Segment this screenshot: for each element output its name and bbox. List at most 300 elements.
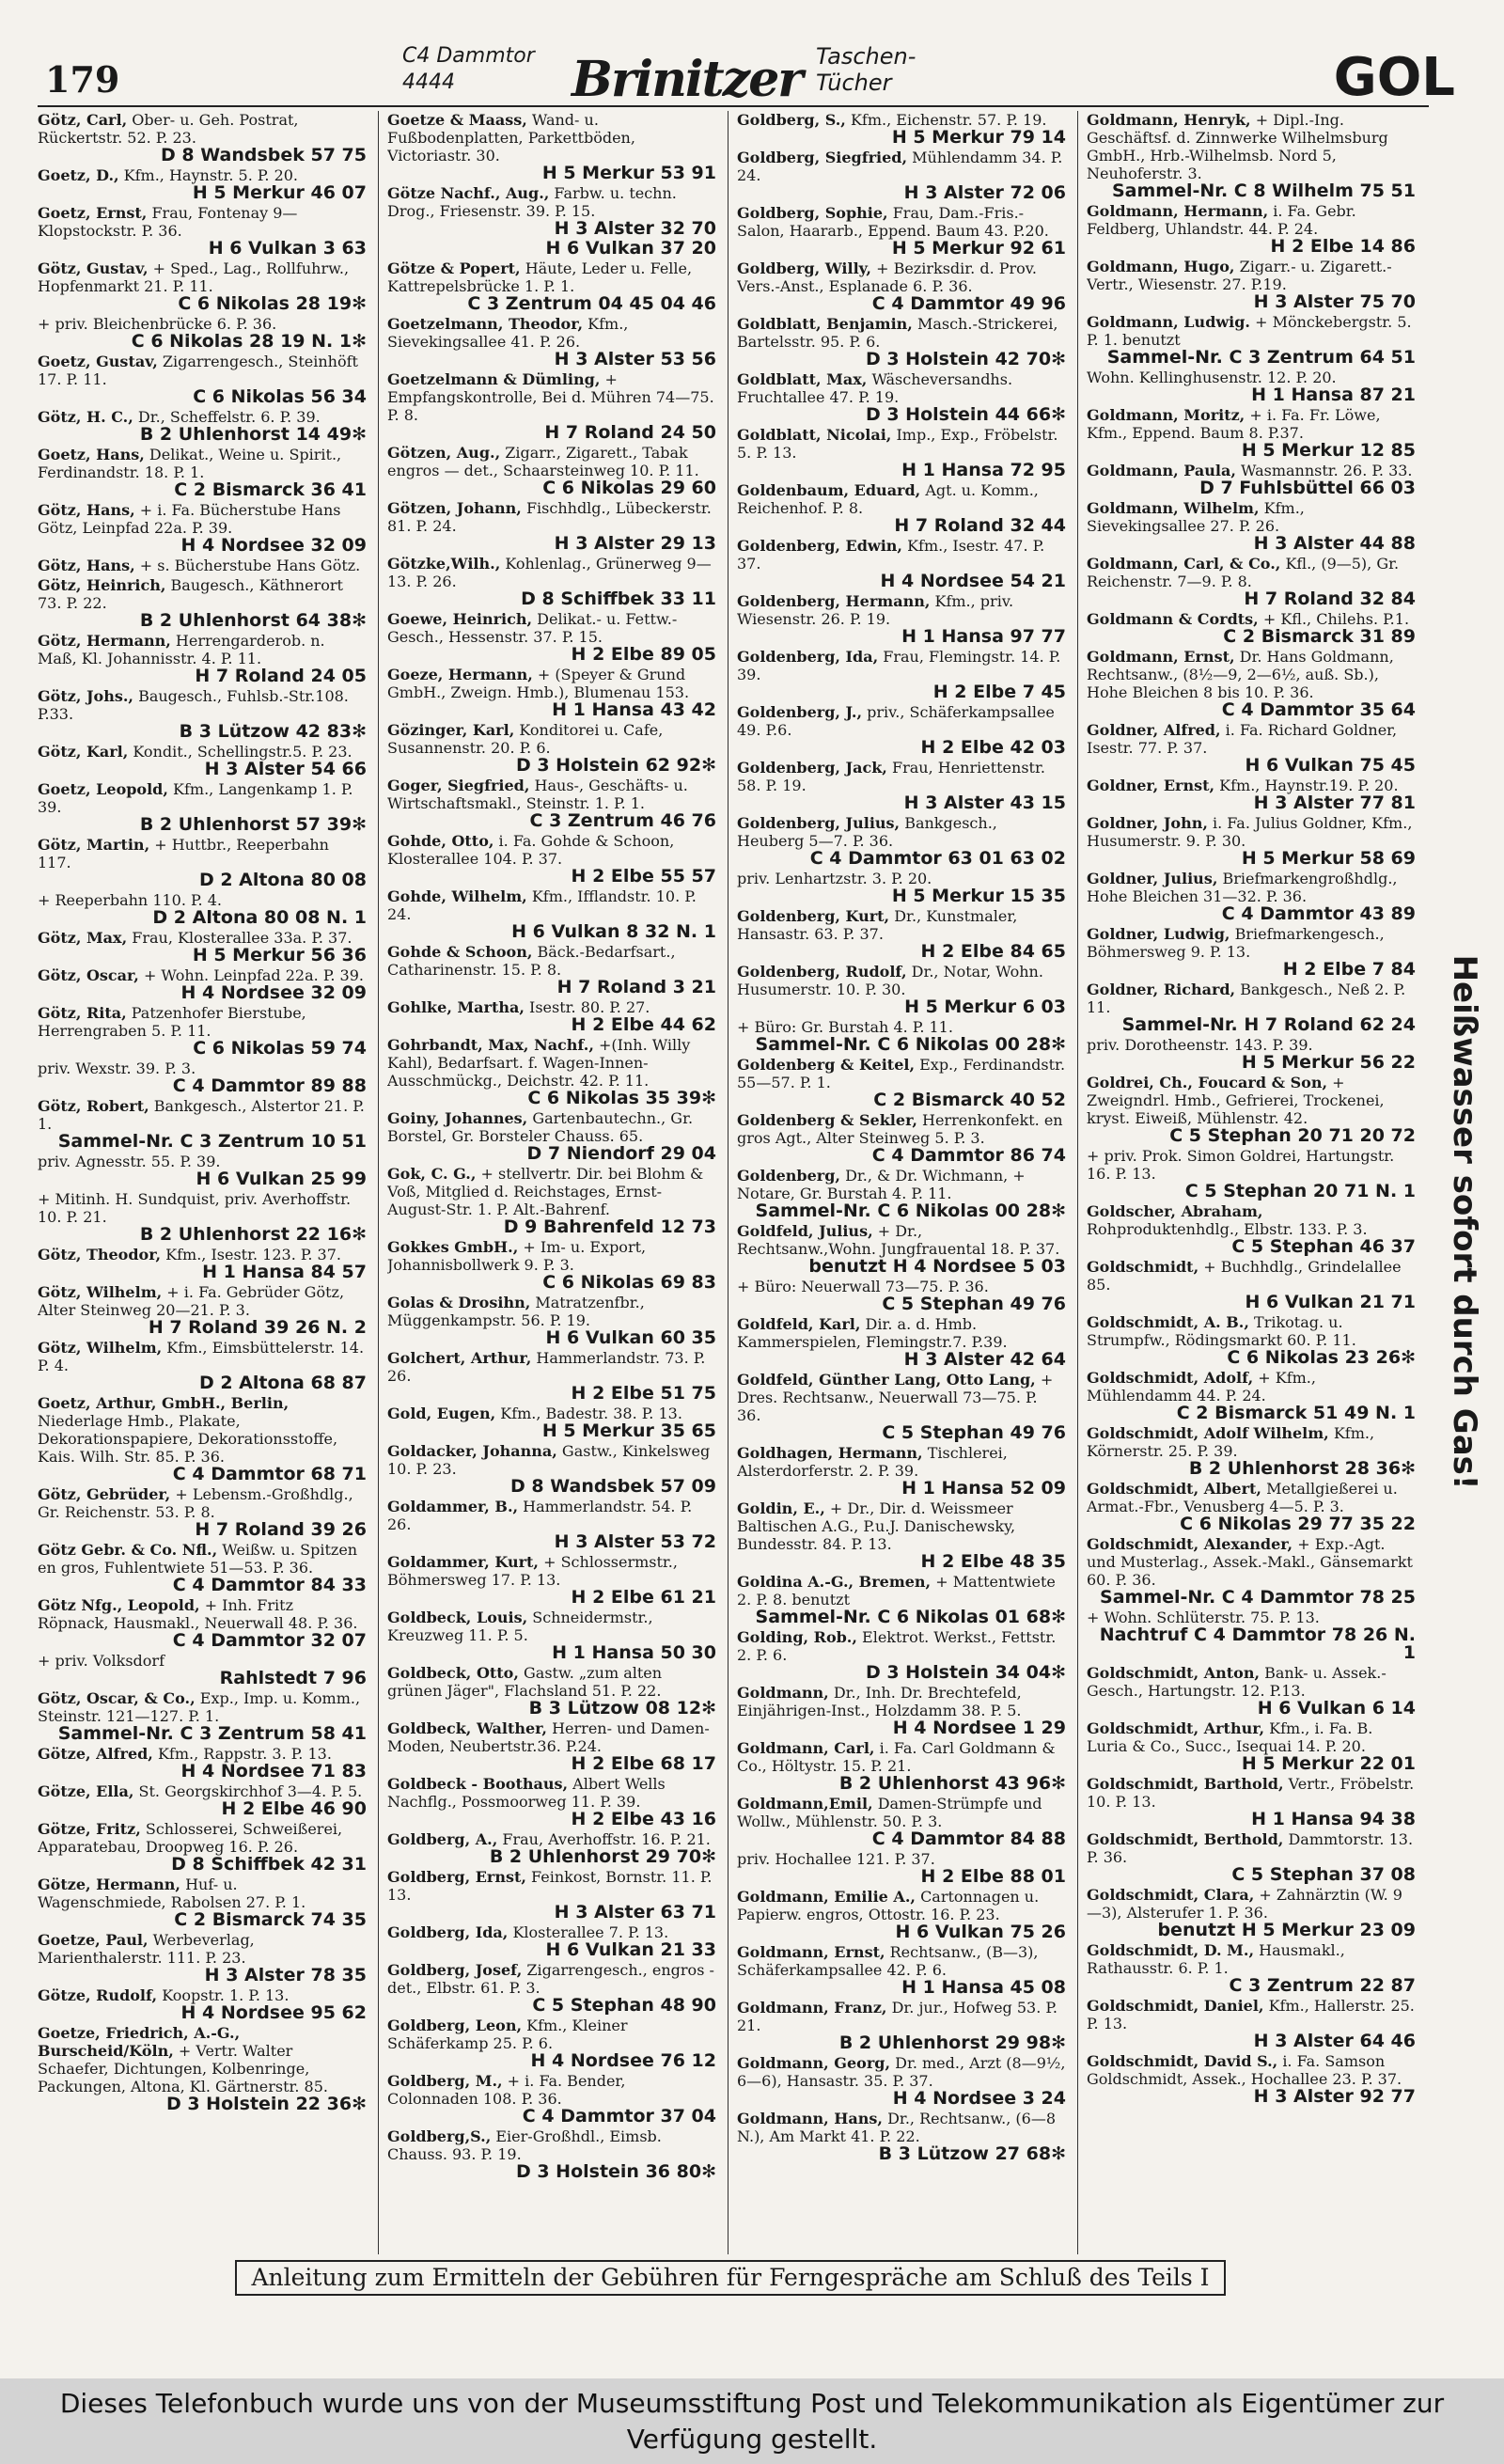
entry-phone: C 6 Nikolas 28 19✻ bbox=[178, 293, 367, 314]
bottom-note: Anleitung zum Ermitteln der Gebühren für Ferngespräche am Schluß des Teils I bbox=[235, 2260, 1226, 2296]
entry-name: Goldbeck, Otto, bbox=[387, 1664, 519, 1682]
entry-phone: Rahlstedt 7 96 bbox=[219, 1668, 367, 1688]
entry-name: Goetz, Leopold, bbox=[38, 780, 168, 798]
entry-details: + Bezirksdir. d. Prov. Vers.-Anst., Esplanade 6. P. 36. bbox=[737, 259, 1038, 295]
directory-entry bbox=[1087, 1941, 1416, 1995]
entry-name: Goldmann, Hermann, bbox=[1087, 202, 1269, 220]
entry-phone: C 6 Nikolas 29 77 35 22 bbox=[1180, 1514, 1416, 1534]
entry-name: Goldner, Julius, bbox=[1087, 870, 1218, 887]
entry-phone: D 8 Schiffbek 42 31 bbox=[171, 1854, 367, 1875]
directory-entry bbox=[737, 481, 1066, 535]
entry-name: Goldberg, Sophie, bbox=[737, 204, 888, 222]
entry-phone: C 5 Stephan 48 90 bbox=[532, 1995, 716, 2016]
entry-phone: D 3 Holstein 62 92✻ bbox=[515, 755, 716, 776]
entry-details: Zigarrengesch., engros - det., Elbstr. 61. P. 3. bbox=[387, 1961, 714, 1997]
entry-name: Goldner, Richard, bbox=[1087, 981, 1236, 998]
entry-name: Götz, Rita, bbox=[38, 1004, 127, 1022]
header-rule bbox=[38, 105, 1429, 107]
entry-phone: B 2 Uhlenhorst 22 16✻ bbox=[139, 1224, 367, 1245]
entry-details: +(Inh. Willy Kahl), Bedarfsart. f. Wagen-Innen-Ausschmückg., Deichstr. 42. P. 11. bbox=[387, 1036, 691, 1090]
entry-details: + s. Bücherstube Hans Götz. bbox=[139, 557, 361, 574]
directory-entry bbox=[737, 592, 1066, 646]
entry-phone: D 8 Schiffbek 33 11 bbox=[521, 589, 716, 609]
entry-phone: H 7 Roland 39 26 N. 2 bbox=[148, 1317, 367, 1338]
entry-name: Goldscher, Abraham, bbox=[1087, 1202, 1263, 1220]
entry-name: Götz, Wilhelm, bbox=[38, 1283, 163, 1301]
entry-phone: H 6 Vulkan 25 99 bbox=[196, 1169, 367, 1189]
entry-details: + Kfl., Chilehs. P.1. bbox=[1262, 610, 1410, 628]
directory-entry bbox=[38, 576, 367, 630]
entry-details: Zigarrengesch., Steinhöft 17. P. 11. bbox=[38, 353, 358, 388]
entry-phone: H 3 Alster 78 35 bbox=[204, 1965, 367, 1985]
entry-name: Götzen, Aug., bbox=[387, 444, 501, 462]
entry-phone: Nachtruf C 4 Dammtor 78 26 N. 1 bbox=[1099, 1624, 1416, 1663]
entry-phone: H 5 Merkur 58 69 bbox=[1241, 848, 1416, 869]
entry-details: + Dr., Dir. d. Weissmeer Baltischen A.G., P.u.J. Danischewsky, Bundesstr. 84. P. 13. bbox=[737, 1499, 1016, 1553]
directory-entry bbox=[737, 1499, 1066, 1571]
directory-entry bbox=[387, 315, 716, 369]
entry-phone: H 2 Elbe 88 01 bbox=[920, 1866, 1066, 1887]
entry-phone: D 2 Altona 80 08 bbox=[198, 870, 367, 890]
entry-details: + priv. Prok. Simon Goldrei, Hartungstr. 16. P. 13. bbox=[1087, 1147, 1395, 1183]
entry-name: Götz, Hans, bbox=[38, 501, 135, 519]
entry-name: Gohlke, Martha, bbox=[387, 998, 525, 1016]
entry-name: Goldmann, Carl, & Co., bbox=[1087, 555, 1281, 573]
directory-entry bbox=[737, 1444, 1066, 1498]
entry-phone: B 2 Uhlenhorst 28 36✻ bbox=[1188, 1458, 1416, 1479]
entry-phone: C 4 Dammtor 49 96 bbox=[871, 293, 1066, 314]
entry-name: Götz Gebr. & Co. Nfl., bbox=[38, 1541, 218, 1559]
entry-name: Götz, Carl, bbox=[38, 111, 128, 129]
entry-name: Goetz, D., bbox=[38, 166, 119, 184]
entry-name: Goger, Siegfried, bbox=[387, 777, 530, 794]
entry-phone: H 2 Elbe 84 65 bbox=[920, 941, 1066, 962]
directory-entry bbox=[737, 1278, 1066, 1313]
entry-name: Goeze, Hermann, bbox=[387, 666, 533, 683]
entry-details: Weißw. u. Spitzen en gros, Fuhlentwiete 51—53. P. 36. bbox=[38, 1541, 358, 1577]
section-heading: GOL bbox=[1333, 47, 1455, 108]
directory-entry bbox=[387, 610, 716, 664]
entry-name: Goldmann,Emil, bbox=[737, 1795, 873, 1813]
entry-name: Götzke,Wilh., bbox=[387, 555, 501, 573]
entry-phone: H 2 Elbe 51 75 bbox=[571, 1383, 716, 1404]
directory-entry bbox=[38, 966, 367, 1002]
entry-details: + Dres. Rechtsanw., Neuerwall 73—75. P. 36. bbox=[737, 1371, 1054, 1424]
entry-name: Goldberg, Siegfried, bbox=[737, 149, 908, 166]
entry-phone: H 6 Vulkan 60 35 bbox=[545, 1327, 716, 1348]
entry-details: i. Fa. Gohde & Schoon, Klosterallee 104. P. 37. bbox=[387, 832, 675, 868]
entry-details: Mühlendamm 34. P. 24. bbox=[737, 149, 1063, 184]
directory-entry bbox=[38, 408, 367, 444]
entry-details: Herren- und Damen-Moden, Neubertstr.36. P.24. bbox=[387, 1719, 710, 1755]
entry-phone: C 2 Bismarck 36 41 bbox=[174, 479, 367, 500]
entry-name: Goldmann, Carl, bbox=[737, 1739, 875, 1757]
entry-details: Metallgießerei u. Armat.-Fbr., Venusberg 4—5. P. 3. bbox=[1087, 1480, 1398, 1515]
entry-phone: C 5 Stephan 46 37 bbox=[1231, 1236, 1416, 1257]
entry-phone: D 3 Holstein 22 36✻ bbox=[165, 2094, 367, 2114]
entry-phone: H 5 Merkur 92 61 bbox=[891, 238, 1066, 259]
directory-entry bbox=[38, 111, 367, 165]
entry-name: Goldenbaum, Eduard, bbox=[737, 481, 921, 499]
entry-name: Goldin, E., bbox=[737, 1499, 825, 1517]
entry-name: Goldner, Alfred, bbox=[1087, 721, 1221, 739]
entry-details: + Vertr. Walter Schaefer, Dichtungen, Kolbenringe, Packungen, Altona, Kl. Gärtnerstr. 85. bbox=[38, 2042, 328, 2095]
directory-entry bbox=[387, 666, 716, 719]
entry-name: Goldschmidt, Anton, bbox=[1087, 1664, 1261, 1682]
entry-name: Goetzelmann & Dümling, bbox=[387, 370, 601, 388]
column-divider bbox=[378, 111, 379, 2254]
entry-phone: Sammel-Nr. C 3 Zentrum 10 51 bbox=[57, 1131, 367, 1152]
entry-details: + Dr., Rechtsanw.,Wohn. Jungfrauental 18. P. 37. bbox=[737, 1222, 1060, 1258]
entry-phone: B 2 Uhlenhorst 29 98✻ bbox=[838, 2032, 1066, 2053]
entry-name: Goldschmidt, David S., bbox=[1087, 2052, 1278, 2070]
entry-name: Goldbeck, Louis, bbox=[387, 1609, 528, 1626]
entry-details: Kfm., Sievekingsallee 41. P. 26. bbox=[387, 315, 629, 351]
directory-entry bbox=[1087, 369, 1416, 404]
directory-entry bbox=[38, 1541, 367, 1594]
entry-phone: H 2 Elbe 7 45 bbox=[932, 682, 1066, 702]
entry-name: Goldenberg & Sekler, bbox=[737, 1111, 917, 1129]
entry-phone: H 3 Alster 64 46 bbox=[1253, 2031, 1416, 2051]
entry-phone: C 5 Stephan 49 76 bbox=[882, 1294, 1066, 1314]
entry-details: + Huttbr., Reeperbahn 117. bbox=[38, 836, 329, 871]
entry-name: Goldschmidt, A. B., bbox=[1087, 1313, 1249, 1331]
entry-phone: Sammel-Nr. C 6 Nikolas 00 28✻ bbox=[755, 1034, 1066, 1055]
directory-entry bbox=[387, 1923, 716, 1959]
directory-entry bbox=[38, 1153, 367, 1188]
entry-phone: Sammel-Nr. C 6 Nikolas 00 28✻ bbox=[755, 1201, 1066, 1221]
directory-entry bbox=[387, 1868, 716, 1922]
directory-entry bbox=[1087, 111, 1416, 200]
entry-name: Götze, Rudolf, bbox=[38, 1986, 158, 2004]
entry-details: Baugesch., Käthnerort 73. P. 22. bbox=[38, 576, 343, 612]
entry-details: Dr., Notar, Wohn. Husumerstr. 10. P. 30. bbox=[737, 963, 1043, 998]
header-ad-right: Taschen- Tücher bbox=[816, 43, 916, 96]
entry-details: Wäscheversandhs. Fruchtallee 47. P. 19. bbox=[737, 370, 1013, 406]
directory-entry bbox=[387, 1294, 716, 1347]
directory-entry bbox=[38, 1190, 367, 1244]
entry-details: Ober- u. Geh. Postrat, Rückertstr. 52. P. 23. bbox=[38, 111, 299, 147]
entry-phone: Sammel-Nr. H 7 Roland 62 24 bbox=[1121, 1014, 1416, 1035]
entry-phone: C 6 Nikolas 35 39✻ bbox=[527, 1088, 716, 1108]
entry-phone: H 5 Merkur 22 01 bbox=[1241, 1753, 1416, 1774]
directory-entry bbox=[737, 2054, 1066, 2108]
entry-phone: B 2 Uhlenhorst 29 70✻ bbox=[489, 1846, 716, 1867]
entry-name: Goldschmidt, Adolf Wilhelm, bbox=[1087, 1424, 1329, 1442]
entry-phone: H 1 Hansa 97 77 bbox=[901, 626, 1066, 647]
entry-name: Goetze & Maass, bbox=[387, 111, 527, 129]
entry-phone: H 5 Merkur 35 65 bbox=[541, 1420, 716, 1441]
entry-name: Goiny, Johannes, bbox=[387, 1109, 528, 1127]
directory-entry bbox=[387, 184, 716, 238]
directory-entry bbox=[38, 1485, 367, 1539]
directory-entry bbox=[1087, 202, 1416, 256]
entry-details: Rechtsanw., (B—3), Schäferkampsallee 42. P. 6. bbox=[737, 1943, 1039, 1979]
entry-details: Kohlenlag., Grünerweg 9—13. P. 26. bbox=[387, 555, 712, 590]
entry-details: Kfm., Körnerstr. 25. P. 39. bbox=[1087, 1424, 1375, 1460]
entry-name: Götz, Oscar, bbox=[38, 966, 139, 984]
directory-entry bbox=[38, 501, 367, 555]
entry-name: Gohde, Wilhelm, bbox=[387, 887, 527, 905]
entry-phone: C 2 Bismarck 40 52 bbox=[873, 1090, 1066, 1110]
entry-phone: H 3 Alster 53 56 bbox=[554, 349, 716, 369]
entry-details: + Sped., Lag., Rollfuhrw., Hopfenmarkt 21. P. 11. bbox=[38, 259, 350, 295]
directory-entry bbox=[737, 149, 1066, 202]
entry-name: Götz, Robert, bbox=[38, 1097, 149, 1115]
entry-name: Götz, Martin, bbox=[38, 836, 150, 854]
directory-entry bbox=[737, 1999, 1066, 2052]
entry-details: Dr., Scheffelstr. 6. P. 39. bbox=[137, 408, 321, 426]
directory-entry bbox=[38, 315, 367, 351]
entry-phone: H 1 Hansa 50 30 bbox=[552, 1642, 716, 1663]
entry-details: Schneidermstr., Kreuzweg 11. P. 5. bbox=[387, 1609, 653, 1644]
entry-details: Exp., Imp. u. Komm., Steinstr. 121—127. P. 1. bbox=[38, 1689, 361, 1725]
entry-name: Goldmann, Paula, bbox=[1087, 462, 1236, 479]
entry-details: Masch.-Strickerei, Bartelsstr. 95. P. 6. bbox=[737, 315, 1058, 351]
entry-phone: H 7 Roland 24 05 bbox=[195, 666, 367, 686]
entry-details: + Reeperbahn 110. P. 4. bbox=[38, 891, 222, 909]
entry-phone: Sammel-Nr. C 4 Dammtor 78 25 bbox=[1100, 1587, 1416, 1608]
directory-entry bbox=[38, 836, 367, 889]
directory-entry bbox=[737, 315, 1066, 369]
entry-name: Götz, Johs., bbox=[38, 687, 133, 705]
entry-details: Rohproduktenhdlg., Elbstr. 133. P. 3. bbox=[1087, 1220, 1368, 1238]
entry-details: Kfm., Haynstr. 5. P. 20. bbox=[123, 166, 299, 184]
directory-entry bbox=[387, 1830, 716, 1866]
directory-entry bbox=[1087, 1535, 1416, 1607]
entry-name: Goetz, Hans, bbox=[38, 446, 145, 463]
entry-details: Konditorei u. Cafe, Susannenstr. 20. P. 6. bbox=[387, 721, 664, 757]
directory-entry bbox=[387, 887, 716, 941]
entry-details: priv. Lenhartzstr. 3. P. 20. bbox=[737, 870, 932, 887]
entry-details: i. Fa. Samson Goldschmidt, Assek., Hochallee 23. P. 37. bbox=[1087, 2052, 1402, 2088]
entry-details: i. Fa. Gebr. Feldberg, Uhlandstr. 44. P. 24. bbox=[1087, 202, 1356, 238]
entry-details: Dr. Hans Goldmann, Rechtsanw., (8½—9, 2—6½, auß. Sb.), Hohe Bleichen 8 bis 10. P. 36. bbox=[1087, 648, 1394, 701]
entry-phone: H 6 Vulkan 21 33 bbox=[545, 1939, 716, 1960]
entry-details: i. Fa. Richard Goldner, Isestr. 77. P. 37. bbox=[1087, 721, 1398, 757]
directory-entry bbox=[1087, 1313, 1416, 1367]
directory-entry bbox=[38, 1931, 367, 1985]
entry-details: Briefmarkengesch., Böhmersweg 9. P. 13. bbox=[1087, 925, 1385, 961]
entry-details: Kfm., i. Fa. B. Luria & Co., Succ., Isequai 14. P. 20. bbox=[1087, 1719, 1373, 1755]
entry-phone: H 6 Vulkan 6 14 bbox=[1257, 1698, 1416, 1719]
directory-entry bbox=[1087, 814, 1416, 868]
directory-entry bbox=[387, 1442, 716, 1496]
entry-name: Götze, Ella, bbox=[38, 1782, 134, 1800]
directory-entry bbox=[737, 1111, 1066, 1165]
entry-phone: H 5 Merkur 46 07 bbox=[192, 182, 367, 203]
directory-entry bbox=[38, 2024, 367, 2113]
entry-name: Goldblatt, Nicolai, bbox=[737, 426, 892, 444]
entry-name: Goldmann, Hugo, bbox=[1087, 258, 1235, 275]
directory-entry bbox=[1087, 1609, 1416, 1662]
entry-name: Golas & Drosihn, bbox=[387, 1294, 531, 1311]
entry-phone: H 3 Alster 44 88 bbox=[1253, 533, 1416, 554]
page-header bbox=[45, 38, 1455, 113]
directory-entry bbox=[737, 1222, 1066, 1276]
entry-phone: C 6 Nikolas 69 83 bbox=[542, 1272, 716, 1293]
directory-entry bbox=[737, 537, 1066, 590]
entry-details: Delikat., Weine u. Spirit., Ferdinandstr. 18. P. 1. bbox=[38, 446, 342, 481]
directory-entry bbox=[387, 240, 716, 258]
entry-details: Kfm., Kleiner Schäferkamp 25. P. 6. bbox=[387, 2017, 628, 2052]
entry-details: Tischlerei, Alsterdorferstr. 2. P. 39. bbox=[737, 1444, 1008, 1480]
directory-entry bbox=[1087, 406, 1416, 460]
entry-name: Goldmann, bbox=[737, 1684, 829, 1702]
entry-details: + i. Fa. Bücherstube Hans Götz, Leinpfad 22a. P. 39. bbox=[38, 501, 341, 537]
entry-phone: C 4 Dammtor 63 01 63 02 bbox=[809, 848, 1066, 869]
entry-details: Dir. a. d. Hmb. Kammerspielen, Flemingstr.7. P.39. bbox=[737, 1315, 1008, 1351]
directory-entry bbox=[1087, 462, 1416, 497]
entry-details: + Empfangskontrolle, Bei d. Mühren 74—75. P. 8. bbox=[387, 370, 714, 424]
entry-name: Goldberg, A., bbox=[387, 1830, 498, 1848]
entry-phone: C 2 Bismarck 74 35 bbox=[174, 1909, 367, 1930]
directory-entry bbox=[737, 963, 1066, 1016]
entry-name: Goldenberg, Hermann, bbox=[737, 592, 931, 610]
entry-name: Goldmann, Georg, bbox=[737, 2054, 891, 2072]
entry-name: Goldmann, Wilhelm, bbox=[1087, 499, 1260, 517]
entry-phone: H 6 Vulkan 75 26 bbox=[895, 1922, 1066, 1942]
entry-name: Goldberg, Josef, bbox=[387, 1961, 523, 1979]
directory-entry bbox=[737, 1018, 1066, 1054]
entry-phone: H 2 Elbe 14 86 bbox=[1270, 236, 1416, 257]
directory-entry bbox=[1087, 1147, 1416, 1201]
directory-entry bbox=[38, 1004, 367, 1058]
entry-details: Wand- u. Fußbodenplatten, Parkettböden, Victoriastr. 30. bbox=[387, 111, 635, 165]
entry-name: Goldschmidt, Arthur, bbox=[1087, 1719, 1265, 1737]
entry-details: Delikat.- u. Fettw.-Gesch., Hessenstr. 37. P. 15. bbox=[387, 610, 678, 646]
entry-name: Goldschmidt, Adolf, bbox=[1087, 1369, 1254, 1387]
entry-details: Bank- u. Assek.-Gesch., Hartungstr. 12. P.13. bbox=[1087, 1664, 1386, 1700]
entry-name: Goldner, John, bbox=[1087, 814, 1208, 832]
directory-entry bbox=[737, 648, 1066, 701]
header-ad-left: C4 Dammtor 4444 bbox=[402, 44, 535, 94]
entry-phone: C 2 Bismarck 51 49 N. 1 bbox=[1176, 1403, 1416, 1423]
entry-details: Farbw. u. techn. Drog., Friesenstr. 39. P. 15. bbox=[387, 184, 677, 220]
entry-phone: H 1 Hansa 87 21 bbox=[1251, 385, 1416, 405]
directory-entry bbox=[1087, 1997, 1416, 2050]
entry-details: Kfm., Hallerstr. 25. P. 13. bbox=[1087, 1997, 1415, 2032]
entry-details: Frau, Henriettenstr. 58. P. 19. bbox=[737, 759, 1045, 794]
column-4 bbox=[1087, 111, 1416, 2254]
directory-entry bbox=[1087, 1202, 1416, 1256]
directory-entry bbox=[1087, 1258, 1416, 1311]
entry-details: Cartonnagen u. Papierw. engros, Ottostr. 16. P. 23. bbox=[737, 1888, 1040, 1923]
directory-entry bbox=[1087, 1719, 1416, 1773]
entry-name: Goetz, Arthur, GmbH., Berlin, bbox=[38, 1394, 290, 1412]
entry-phone: H 3 Alster 53 72 bbox=[554, 1531, 716, 1552]
entry-name: Goldenberg, Jack, bbox=[737, 759, 887, 777]
entry-phone: C 4 Dammtor 35 64 bbox=[1221, 699, 1416, 720]
entry-details: Kfm., priv. Wiesenstr. 26. P. 19. bbox=[737, 592, 1014, 628]
entry-name: Götz, Wilhelm, bbox=[38, 1339, 163, 1357]
directory-entry bbox=[737, 370, 1066, 424]
entry-name: Goldberg,S., bbox=[387, 2127, 492, 2145]
entry-name: Götz, Hermann, bbox=[38, 632, 171, 650]
entry-name: Götz, H. C., bbox=[38, 408, 133, 426]
entry-phone: benutzt H 5 Merkur 23 09 bbox=[1157, 1920, 1416, 1940]
entry-details: Kfm., Isestr. 47. P. 37. bbox=[737, 537, 1045, 573]
entry-phone: H 4 Nordsee 54 21 bbox=[880, 571, 1066, 591]
directory-entry bbox=[737, 1056, 1066, 1109]
entry-details: Imp., Exp., Fröbelstr. 5. P. 13. bbox=[737, 426, 1058, 462]
entry-name: Goldfeld, Günther Lang, Otto Lang, bbox=[737, 1371, 1036, 1389]
directory-entry bbox=[38, 1246, 367, 1281]
entry-name: Goldberg, S., bbox=[737, 111, 846, 129]
entry-name: Goldberg, Willy, bbox=[737, 259, 871, 277]
entry-details: Vertr., Fröbelstr. 10. P. 13. bbox=[1087, 1775, 1415, 1811]
entry-phone: H 1 Hansa 45 08 bbox=[901, 1977, 1066, 1998]
directory-entry bbox=[737, 111, 1066, 147]
entry-details: Zigarr.- u. Zigarett.-Vertr., Wiesenstr. 27. P.19. bbox=[1087, 258, 1392, 293]
entry-details: priv. Hochallee 121. P. 37. bbox=[737, 1850, 935, 1868]
entry-phone: H 2 Elbe 43 16 bbox=[571, 1809, 716, 1829]
entry-phone: H 4 Nordsee 76 12 bbox=[530, 2050, 716, 2071]
directory-entry bbox=[38, 1059, 367, 1095]
entry-details: Dr., Rechtsanw., (6—8 N.), Am Markt 41. P. 22. bbox=[737, 2110, 1056, 2145]
directory-entry bbox=[38, 1283, 367, 1337]
entry-phone: H 3 Alster 72 06 bbox=[903, 182, 1066, 203]
entry-phone: C 4 Dammtor 86 74 bbox=[871, 1145, 1066, 1166]
entry-details: + Inh. Fritz Röpnack, Hausmakl., Neuerwall 48. P. 36. bbox=[38, 1596, 358, 1632]
entry-name: Golding, Rob., bbox=[737, 1628, 857, 1646]
entry-details: priv. Wexstr. 39. P. 3. bbox=[38, 1059, 196, 1077]
entry-details: + i. Fa. Gebrüder Götz, Alter Steinweg 20—21. P. 3. bbox=[38, 1283, 345, 1319]
entry-phone: C 4 Dammtor 84 88 bbox=[871, 1828, 1066, 1849]
entry-name: Goetzelmann, Theodor, bbox=[387, 315, 584, 333]
entry-phone: H 5 Merkur 12 85 bbox=[1241, 440, 1416, 461]
entry-name: Goldmann, Henryk, bbox=[1087, 111, 1251, 129]
entry-details: + Büro: Neuerwall 73—75. P. 36. bbox=[737, 1278, 989, 1295]
entry-details: Frau, Fontenay 9— Klopstockstr. P. 36. bbox=[38, 204, 298, 240]
entry-phone: D 8 Wandsbek 57 09 bbox=[510, 1476, 716, 1497]
entry-phone: C 4 Dammtor 68 71 bbox=[172, 1464, 367, 1484]
entry-phone: H 4 Nordsee 1 29 bbox=[892, 1718, 1066, 1738]
entry-details: Zigarr., Zigarett., Tabak engros — det., Schaarsteinweg 10. P. 11. bbox=[387, 444, 699, 479]
entry-name: Goldberg, Leon, bbox=[387, 2017, 523, 2034]
entry-details: Kfm., Langenkamp 1. P. 39. bbox=[38, 780, 353, 816]
entry-phone: C 2 Bismarck 31 89 bbox=[1223, 626, 1416, 647]
entry-details: + (Speyer & Grund GmbH., Zweign. Hmb.), Blumenau 153. bbox=[387, 666, 690, 701]
entry-phone: benutzt H 4 Nordsee 5 03 bbox=[808, 1256, 1066, 1277]
entry-phone: H 4 Nordsee 32 09 bbox=[180, 535, 367, 556]
entry-name: Goldblatt, Benjamin, bbox=[737, 315, 913, 333]
directory-entry bbox=[387, 721, 716, 775]
entry-details: Hammerlandstr. 73. P. 26. bbox=[387, 1349, 706, 1385]
entry-details: St. Georgskirchhof 3—4. P. 5. bbox=[138, 1782, 363, 1800]
entry-name: Goldrei, Ch., Foucard & Son, bbox=[1087, 1074, 1328, 1091]
entry-details: Niederlage Hmb., Plakate, Dekorationspapiere, Dekorationsstoffe, Kais. Wilh. Str. 85. P. 36. bbox=[38, 1412, 338, 1466]
directory-entry bbox=[387, 1498, 716, 1551]
directory-entry bbox=[1087, 610, 1416, 646]
directory-entry bbox=[1087, 1036, 1416, 1072]
entry-phone: C 5 Stephan 20 71 20 72 bbox=[1169, 1125, 1416, 1146]
entry-details: + Wohn. Schlüterstr. 75. P. 13. bbox=[1087, 1609, 1320, 1626]
entry-details: Kfm., Haynstr.19. P. 20. bbox=[1219, 777, 1399, 794]
entry-phone: H 6 Vulkan 21 71 bbox=[1245, 1292, 1416, 1312]
entry-phone: B 3 Lützow 42 83✻ bbox=[179, 721, 367, 742]
entry-details: Bankgesch., Alstertor 21. P. 1. bbox=[38, 1097, 365, 1133]
directory-entry bbox=[1087, 1886, 1416, 1939]
entry-phone: C 4 Dammtor 32 07 bbox=[172, 1630, 367, 1651]
directory-entry bbox=[1087, 1369, 1416, 1422]
directory-entry bbox=[387, 2017, 716, 2070]
directory-entry bbox=[38, 687, 367, 741]
directory-entry bbox=[1087, 925, 1416, 979]
directory-entry bbox=[1087, 1424, 1416, 1478]
entry-phone: D 8 Wandsbek 57 75 bbox=[161, 145, 367, 165]
directory-entry bbox=[387, 1553, 716, 1607]
